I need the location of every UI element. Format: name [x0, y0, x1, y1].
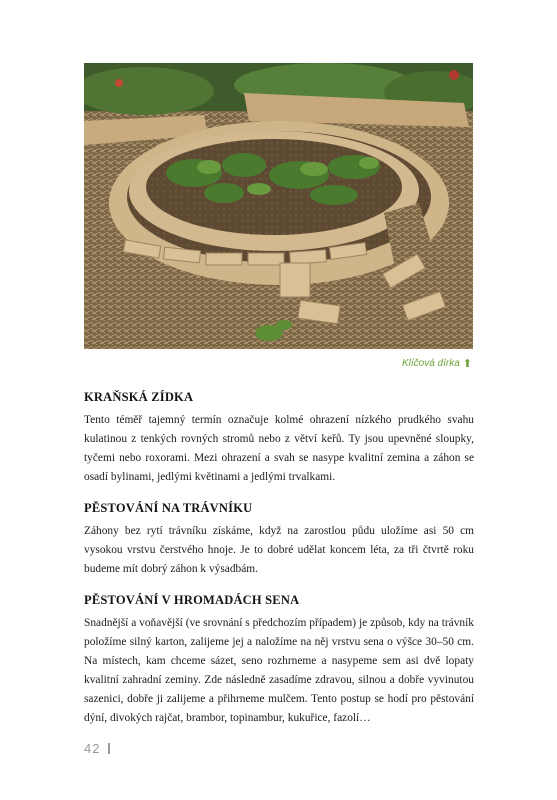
photo-caption — [402, 357, 472, 370]
section-heading: PĚSTOVÁNÍ V HROMADÁCH SENA — [84, 593, 300, 607]
section-kranska-zidka — [84, 390, 474, 487]
page-number-bar — [108, 743, 110, 754]
section-heading: KRAŇSKÁ ZÍDKA — [84, 390, 194, 404]
keyhole-garden-photo — [84, 63, 473, 349]
section-heading: PĚSTOVÁNÍ NA TRÁVNÍKU — [84, 501, 253, 515]
section-pestovani-v-hromadach-sena — [84, 593, 474, 728]
arrow-up-icon: ⬆ — [462, 358, 472, 370]
section-text: Tento téměř tajemný termín označuje kolmé ohrazení nízkého prudkého svahu kulatinou z tenkých rovných stromů nebo z větví keřů. Ty jsou upevněné sloupky, tyčemi nebo roxorami. Mezi ohrazení a svah se nasype kvalitní zemina a záhon se osadí bylinami, jedlými květinami a jedlými trvalkami. — [84, 414, 474, 483]
section-text: Snadnější a voňavější (ve srovnání s předchozím případem) je způsob, kdy na trávník položíme silný karton, zalijeme jej a naložíme na něj vrstvu sena o výšce 30–50 cm. Na místech, kam chceme sázet, seno rozhrneme a nasypeme sem asi dvě lopaty kvalitní zahradní zeminy. Zde následně zasadíme zdravou, silnou a dobře vyvinutou sazenici, dobře ji zalijeme a přihrneme mulčem. Tento postup se hodí pro pěstování dýní, divokých rajčat, brambor, topinambur, kukuřice, fazolí… — [84, 617, 474, 724]
section-text: Záhony bez rytí trávníku získáme, když na zarostlou půdu uložíme asi 50 cm vysokou vrstvu čerstvého hnoje. Je to dobré udělat koncem léta, za tři čtvrtě roku budeme mít dobrý záhon k výsadbám. — [84, 525, 474, 575]
keyhole-garden-illustration — [84, 63, 473, 349]
caption-text: Klíčová dírka — [401, 358, 460, 369]
page-number-text: 42 — [84, 741, 101, 756]
article-content — [84, 390, 474, 742]
page-number — [84, 741, 110, 756]
section-pestovani-na-travniku — [84, 501, 474, 579]
